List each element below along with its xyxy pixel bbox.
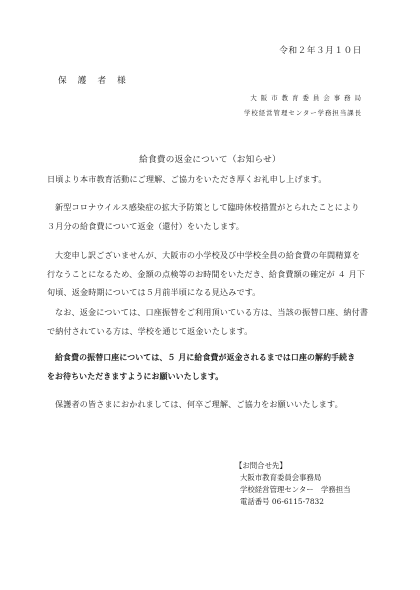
refund-method-paragraph — [47, 303, 383, 340]
contact-department: 学校経営管理センター 学務担当 — [240, 485, 351, 495]
refund-schedule-paragraph — [47, 246, 383, 302]
paragraph-line: 新型コロナウイルス感染症の拡大予防策として臨時休校措置がとられたことにより — [55, 202, 360, 212]
account-notice-paragraph — [47, 349, 383, 386]
contact-organization: 大阪市教育委員会事務局 — [240, 473, 322, 483]
contact-phone: 電話番号 06-6115-7832 — [240, 497, 324, 507]
paragraph-line: 日頃より本市教育活動にご理解、ご協力をいただき厚くお礼申し上げます。 — [47, 174, 327, 184]
refund-announcement-paragraph — [47, 198, 383, 235]
paragraph-line: をお待ちいただきますようにお願いいたします。 — [47, 371, 224, 381]
greeting-paragraph — [47, 170, 383, 189]
paragraph-line: 大変申し訳ございませんが、大阪市の小学校及び中学校全員の給食費の年間精算を — [55, 250, 361, 260]
paragraph-line: で納付されている方は、学校を通じて返金いたします。 — [47, 325, 253, 336]
paragraph-line: ３月分の給食費について返金（還付）をいたします。 — [47, 220, 245, 231]
notice-subject: 給食費の返金について（お知らせ） — [139, 155, 281, 165]
sender-organization: 大 阪 市 教 育 委 員 会 事 務 局 — [250, 94, 362, 102]
sender-title: 学校経営管理センター学務担当課長 — [244, 109, 362, 117]
paragraph-line: 旬頃、返金時期については５月前半頃になる見込みです。 — [47, 287, 261, 297]
closing-paragraph — [47, 395, 383, 414]
contact-block — [235, 460, 351, 508]
addressee: 保 護 者 様 — [58, 76, 130, 86]
paragraph-line: なお、返金については、口座振替をご利用頂いている方は、当該の振替口座、納付書 — [55, 307, 369, 317]
notice-date: 令和２年３月１０日 — [279, 46, 362, 56]
contact-heading: 【お問合せ先】 — [235, 461, 287, 470]
paragraph-line: 保護者の皆さまにおかれましては、何卒ご理解、ご協力をお願いいたします。 — [55, 399, 343, 409]
paragraph-line: 給食費の振替口座については、５ 月に給食費が返金されるまでは口座の解約手続き — [55, 353, 356, 362]
paragraph-line: 行なうことになるため、金額の点検等のお時間をいただき、給食費額の確定が ４ 月下 — [47, 268, 366, 279]
